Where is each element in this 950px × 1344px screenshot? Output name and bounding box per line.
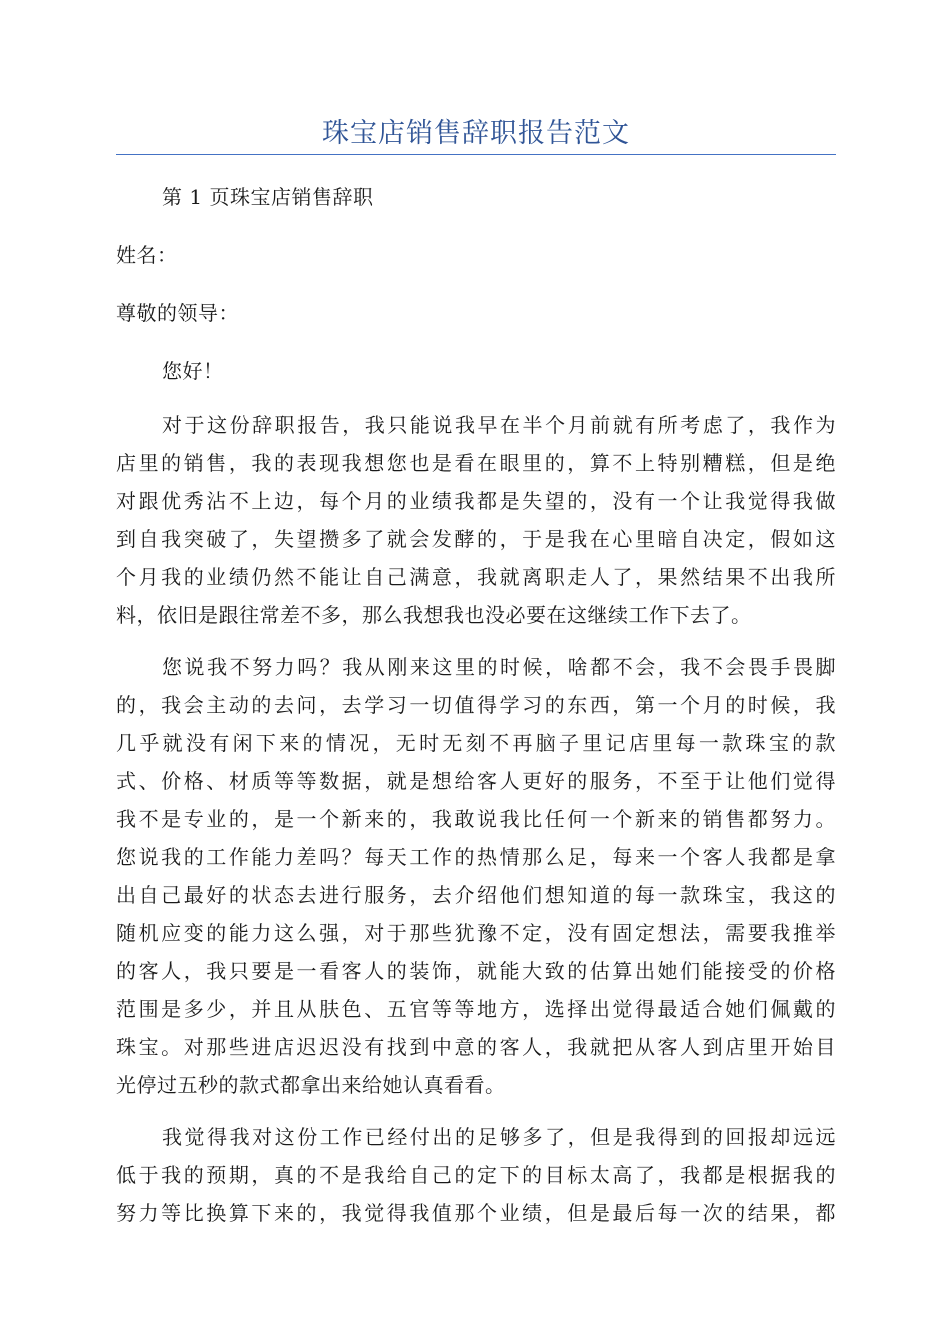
paragraph-line: 式、价格、材质等等数据，就是想给客人更好的服务，不至于让他们觉得: [116, 769, 836, 793]
page-subtitle: 第 1 页珠宝店销售辞职: [162, 185, 374, 209]
paragraph-line: 光停过五秒的款式都拿出来给她认真看看。: [116, 1073, 506, 1097]
greeting: 您好！: [162, 359, 224, 383]
paragraph-line: 随机应变的能力这么强，对于那些犹豫不定，没有固定想法，需要我推举: [116, 921, 836, 945]
paragraph-line: 对于这份辞职报告，我只能说我早在半个月前就有所考虑了，我作为: [162, 413, 836, 437]
paragraph-line: 珠宝。对那些进店迟迟没有找到中意的客人，我就把从客人到店里开始目: [116, 1035, 836, 1059]
paragraph-line: 个月我的业绩仍然不能让自己满意，我就离职走人了，果然结果不出我所: [116, 565, 836, 589]
paragraph-line: 我觉得我对这份工作已经付出的足够多了，但是我得到的回报却远远: [162, 1125, 836, 1149]
paragraph-line: 几乎就没有闲下来的情况，无时无刻不再脑子里记店里每一款珠宝的款: [116, 731, 836, 755]
paragraph-line: 我不是专业的，是一个新来的，我敢说我比任何一个新来的销售都努力。: [116, 807, 836, 831]
paragraph-line: 到自我突破了，失望攒多了就会发酵的，于是我在心里暗自决定，假如这: [116, 527, 836, 551]
paragraph-line: 料，依旧是跟往常差不多，那么我想我也没必要在这继续工作下去了。: [116, 603, 752, 627]
paragraph-line: 的客人，我只要是一看客人的装饰，就能大致的估算出她们能接受的价格: [116, 959, 836, 983]
paragraph-line: 范围是多少，并且从肤色、五官等等地方，选择出觉得最适合她们佩戴的: [116, 997, 836, 1021]
paragraph-line: 您说我不努力吗？我从刚来这里的时候，啥都不会，我不会畏手畏脚: [162, 655, 836, 679]
paragraph-3: [116, 1118, 836, 1232]
paragraph-line: 努力等比换算下来的，我觉得我值那个业绩，但是最后每一次的结果，都: [116, 1201, 836, 1225]
salutation: 尊敬的领导：: [116, 301, 239, 325]
paragraph-line: 出自己最好的状态去进行服务，去介绍他们想知道的每一款珠宝，我这的: [116, 883, 836, 907]
paragraph-line: 的，我会主动的去问，去学习一切值得学习的东西，第一个月的时候，我: [116, 693, 836, 717]
paragraph-2: [116, 648, 836, 1104]
document-title: 珠宝店销售辞职报告范文: [322, 118, 630, 149]
name-label: 姓名：: [116, 243, 178, 267]
title-underline: [116, 154, 836, 155]
paragraph-1: [116, 406, 836, 634]
paragraph-line: 您说我的工作能力差吗？每天工作的热情那么足，每来一个客人我都是拿: [116, 845, 836, 869]
document-body: [116, 178, 836, 1232]
paragraph-line: 低于我的预期，真的不是我给自己的定下的目标太高了，我都是根据我的: [116, 1163, 836, 1187]
paragraph-line: 店里的销售，我的表现我想您也是看在眼里的，算不上特别糟糕，但是绝: [116, 451, 836, 475]
paragraph-line: 对跟优秀沾不上边，每个月的业绩我都是失望的，没有一个让我觉得我做: [116, 489, 836, 513]
